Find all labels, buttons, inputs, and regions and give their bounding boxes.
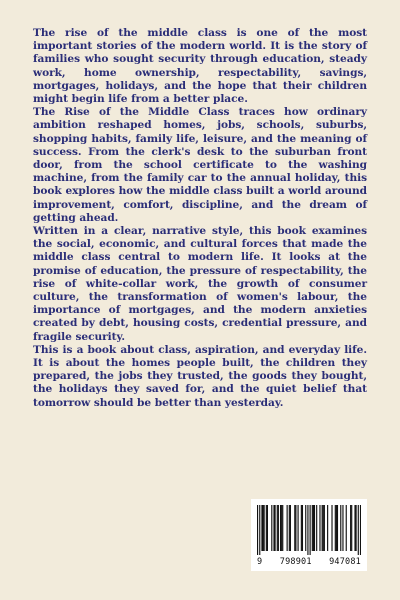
barcode-bars (257, 505, 361, 555)
barcode-bar (316, 505, 317, 551)
barcode-bar (358, 505, 359, 555)
barcode-bar (331, 505, 332, 551)
barcode-bar (264, 505, 265, 551)
barcode-bar (282, 505, 283, 551)
barcode-bar (335, 505, 336, 551)
barcode-bar (337, 505, 338, 551)
barcode-bar (281, 505, 282, 551)
barcode-bar (350, 505, 351, 551)
barcode-number (257, 557, 361, 567)
barcode-bar (262, 505, 263, 551)
barcode-bar (322, 505, 323, 551)
barcode-bar (289, 505, 290, 551)
barcode-bar (298, 505, 299, 551)
barcode-bar (273, 505, 274, 551)
blurb-paragraph-1: The rise of the middle class is one of the most important stories of the modern world. It is the story of families who sought security through education, steady work, home ownership, respectability, savings, mortgages, holidays, and the hope that their children might begin life from a better place. (33, 27, 367, 106)
blurb-paragraph-2: The Rise of the Middle Class traces how ordinary ambition reshaped homes, jobs, schools, suburbs, shopping habits, family life, leisure, and the meaning of success. From the clerk's desk to the suburban front door, from the school certificate to the washing machine, from the family car to the annual holiday, this book explores how the middle class built a world around improvement, comfort, discipline, and the dream of getting ahead. (33, 106, 367, 224)
barcode-bar (346, 505, 347, 551)
barcode-bar (307, 505, 308, 555)
barcode-bar (267, 505, 268, 551)
barcode-bar (294, 505, 295, 551)
barcode-bar (275, 505, 276, 551)
barcode-bar (314, 505, 315, 551)
barcode-bar (336, 505, 337, 551)
barcode-bar (340, 505, 341, 551)
barcode-bar (342, 505, 343, 551)
barcode-bar (295, 505, 296, 551)
barcode-bar (305, 505, 306, 551)
barcode-bar (261, 505, 262, 551)
barcode-right-digits: 947081 (329, 557, 361, 567)
barcode-bar (310, 505, 311, 555)
barcode-bar (259, 505, 260, 555)
barcode-bar (266, 505, 267, 551)
blurb-paragraph-3: Written in a clear, narrative style, this book examines the social, economic, and cultural forces that made the middle class central to modern life. It looks at the promise of education, the pressure of respectability, the rise of white-collar work, the growth of consumer culture, the transformation of women's labour, the importance of mortgages, and the modern anxieties created by debt, housing costs, credential pressure, and fragile security. (33, 225, 367, 343)
barcode-bar (319, 505, 320, 551)
barcode-bar (302, 505, 303, 551)
barcode-bar (278, 505, 279, 551)
blurb-text (33, 27, 367, 410)
barcode-bar (312, 505, 313, 551)
barcode-bar (313, 505, 314, 551)
barcode-bar (301, 505, 302, 551)
barcode-bar (287, 505, 288, 551)
barcode-bar (271, 505, 272, 551)
barcode-bar (277, 505, 278, 551)
barcode-bar (351, 505, 352, 551)
barcode-bar (324, 505, 325, 551)
barcode-bar (354, 505, 355, 551)
barcode-bar (280, 505, 281, 551)
barcode-prefix-digit: 9 (257, 557, 263, 567)
blurb-paragraph-4: This is a book about class, aspiration, and everyday life. It is about the homes people built, the children they prepared, the jobs they trusted, the goods they bought, the holidays they saved for, and the quiet belief that tomorrow should be better than yesterday. (33, 343, 367, 409)
barcode-bar (290, 505, 291, 551)
isbn-barcode (251, 499, 367, 571)
barcode-left-digits: 798901 (279, 557, 312, 567)
barcode-bar (327, 505, 328, 551)
barcode-bar (356, 505, 357, 551)
barcode-bar (257, 505, 258, 555)
barcode-bar (360, 505, 361, 555)
barcode-bar (323, 505, 324, 551)
